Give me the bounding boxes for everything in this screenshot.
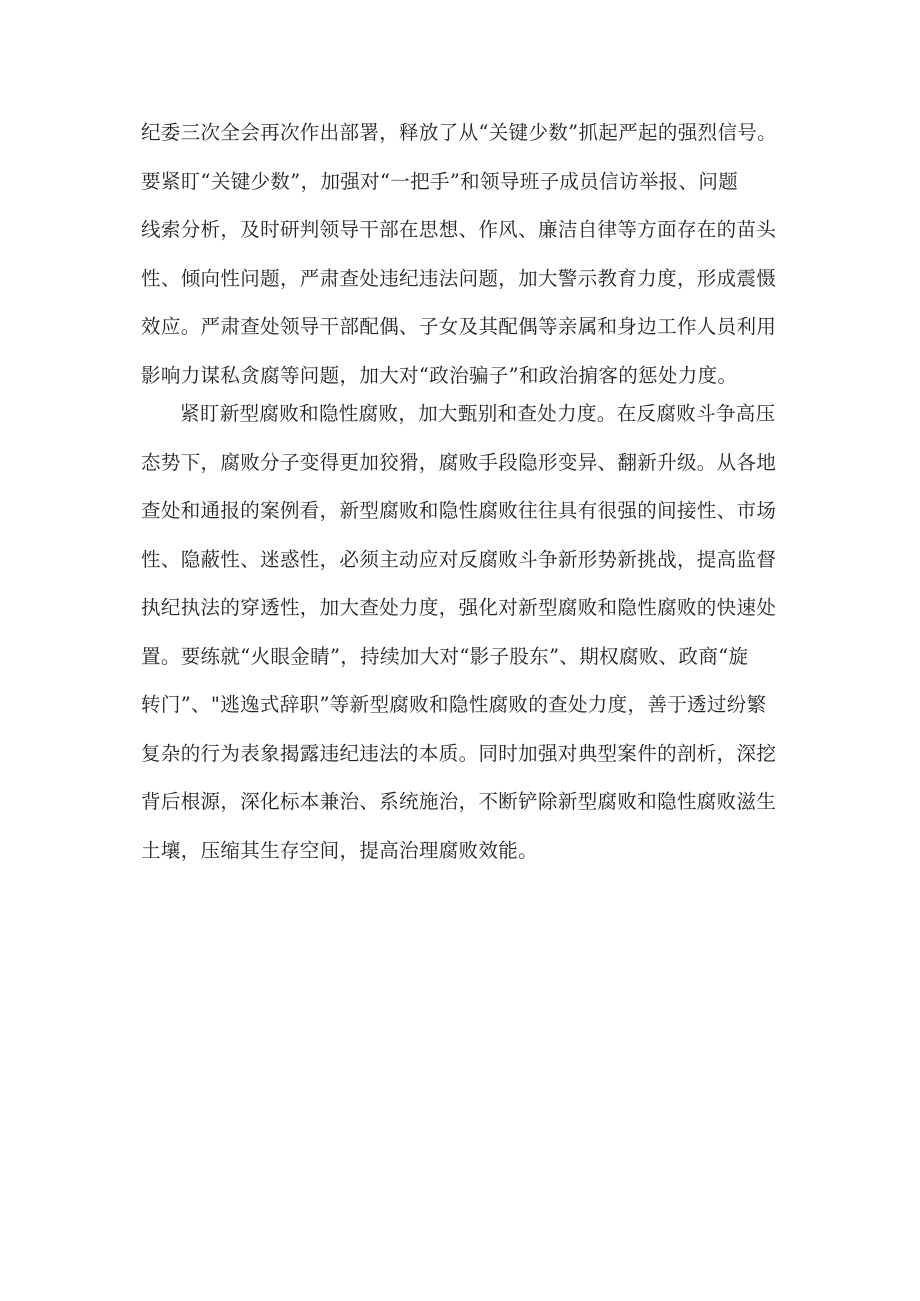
paragraph-line: 执纪执法的穿透性，加大查处力度，强化对新型腐败和隐性腐败的快速处 bbox=[141, 596, 777, 619]
paragraph-line: 性、倾向性问题，严肃查处违纪违法问题，加大警示教育力度，形成震慑 bbox=[141, 266, 777, 290]
paragraph-line: 纪委三次全会再次作出部署，释放了从“关键少数”抓起严起的强烈信号。 bbox=[141, 121, 777, 144]
paragraph-line: 紧盯新型腐败和隐性腐败，加大甄别和查处力度。在反腐败斗争高压 bbox=[180, 402, 776, 425]
paragraph-line: 查处和通报的案例看，新型腐败和隐性腐败往往具有很强的间接性、市场 bbox=[141, 499, 777, 522]
paragraph-line: 置。要练就“火眼金睛”，持续加大对“影子股东”、期权腐败、政商“旋 bbox=[141, 644, 749, 668]
paragraph-line: 效应。严肃查处领导干部配偶、子女及其配偶等亲属和身边工作人员利用 bbox=[141, 315, 777, 338]
paragraph-line: 线索分析，及时研判领导干部在思想、作风、廉洁自律等方面存在的苗头 bbox=[141, 218, 777, 241]
paragraph-line: 性、隐蔽性、迷惑性，必须主动应对反腐败斗争新形势新挑战，提高监督 bbox=[141, 547, 777, 571]
paragraph-line: 背后根源，深化标本兼治、系统施治，不断铲除新型腐败和隐性腐败滋生 bbox=[141, 790, 777, 813]
paragraph-line: 态势下，腐败分子变得更加狡猾，腐败手段隐形变异、翻新升级。从各地 bbox=[141, 450, 777, 474]
paragraph-1 bbox=[141, 109, 801, 400]
paragraph-line: 土壤，压缩其生存空间，提高治理腐败效能。 bbox=[141, 838, 539, 862]
paragraph-line: 复杂的行为表象揭露违纪违法的本质。同时加强对典型案件的剖析，深挖 bbox=[141, 741, 777, 765]
paragraph-line: 转门”、"逃逸式辞职”等新型腐败和隐性腐败的查处力度，善于透过纷繁 bbox=[141, 693, 767, 716]
paragraph-2 bbox=[141, 390, 801, 875]
paragraph-line: 影响力谋私贪腐等问题，加大对“政治骗子”和政治掮客的惩处力度。 bbox=[141, 363, 738, 387]
paragraph-line: 要紧盯“关键少数”，加强对“一把手”和领导班子成员信访举报、问题 bbox=[141, 169, 739, 193]
